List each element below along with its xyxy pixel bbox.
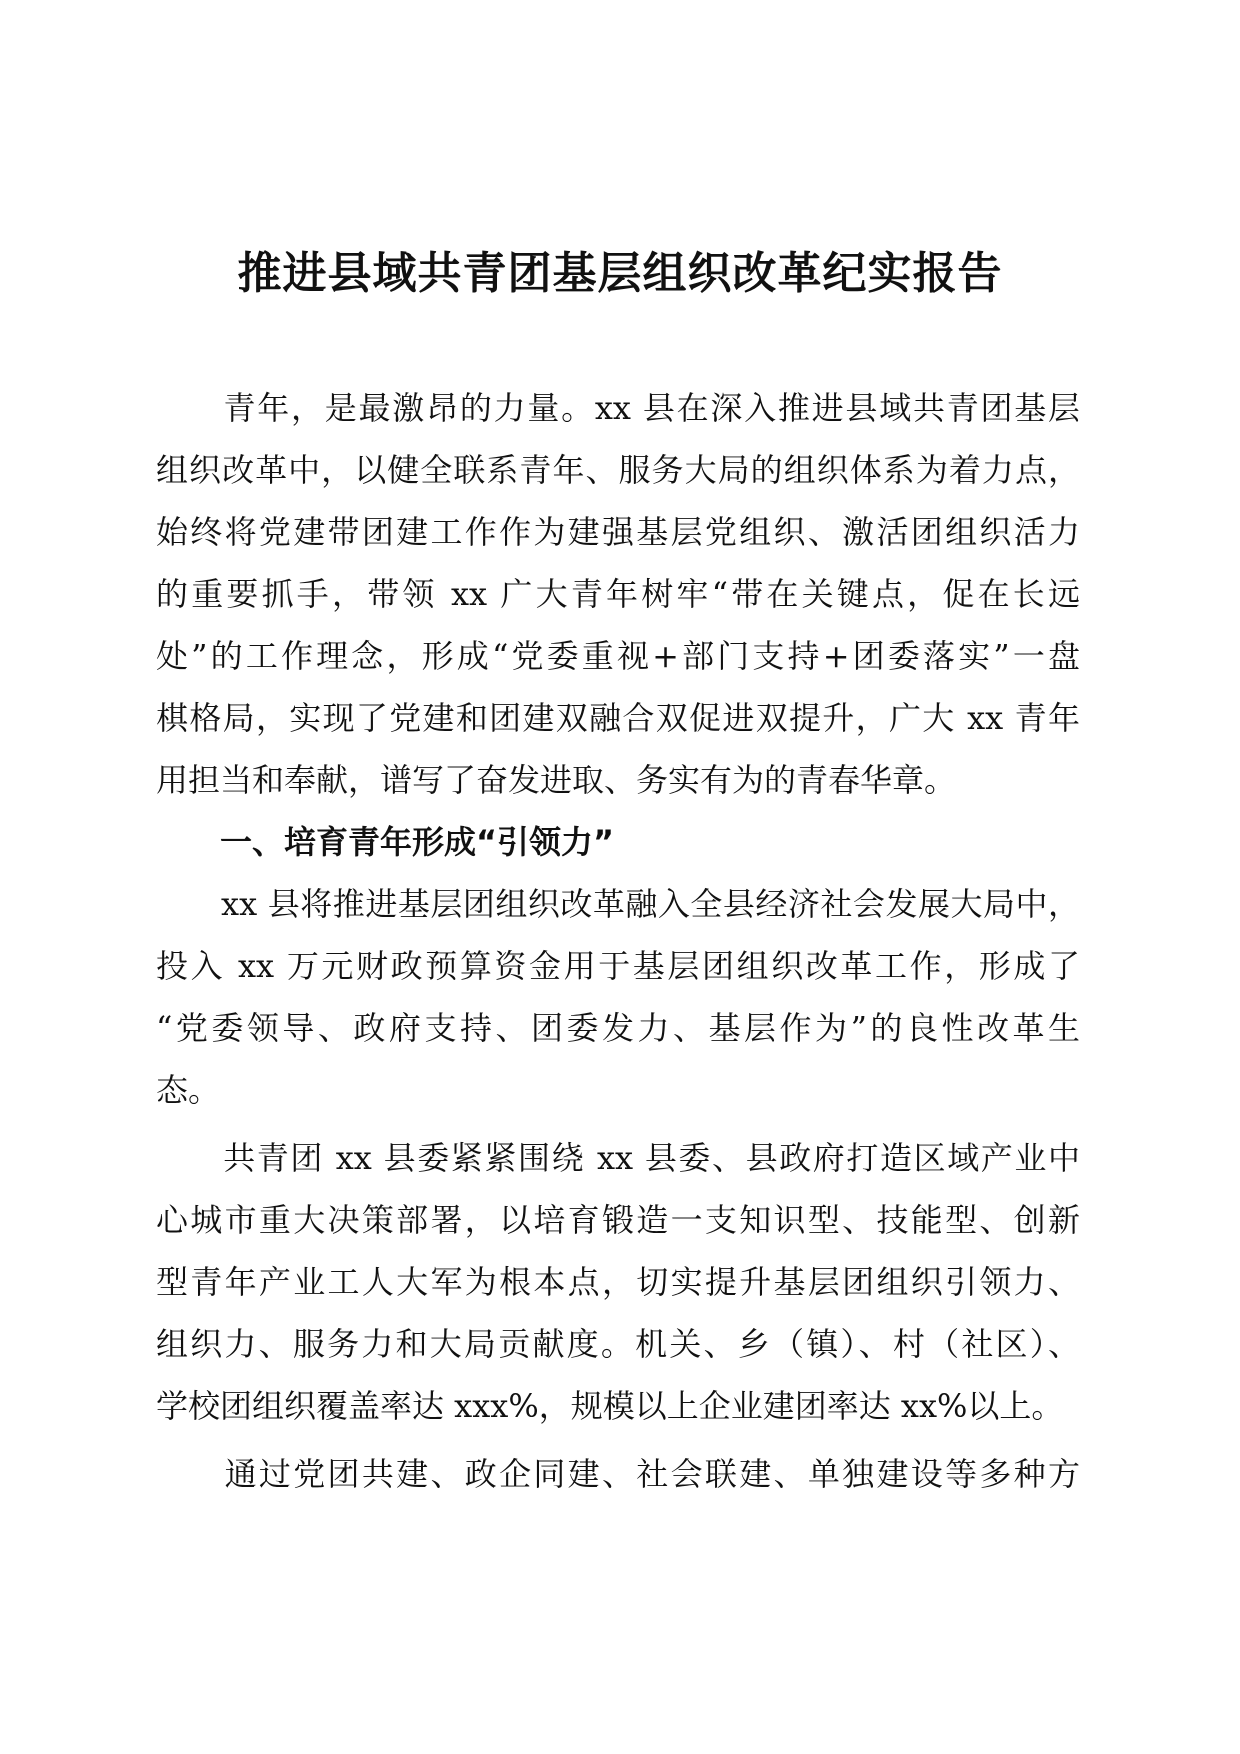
- paragraph-line: 处”的工作理念，形成“党委重视+部门支持+团委落实”一盘: [156, 637, 1080, 675]
- paragraph-line: 心城市重大决策部署，以培育锻造一支知识型、技能型、创新: [156, 1201, 1080, 1239]
- intro-paragraph: [156, 377, 1080, 811]
- paragraph-line: 共青团 xx 县委紧紧围绕 xx 县委、县政府打造区域产业中: [156, 1139, 1080, 1177]
- paragraph-line: 棋格局，实现了党建和团建双融合双促进双提升，广大 xx 青年: [156, 699, 1080, 737]
- section-paragraph: [156, 873, 1080, 1121]
- paragraph-line: xx 县将推进基层团组织改革融入全县经济社会发展大局中，: [156, 885, 1080, 923]
- paragraph-line: 青年，是最激昂的力量。xx 县在深入推进县域共青团基层: [156, 389, 1080, 427]
- paragraph-line: 型青年产业工人大军为根本点，切实提升基层团组织引领力、: [156, 1263, 1080, 1301]
- section-paragraph: [156, 1443, 1080, 1505]
- paragraph-line: 态。: [156, 1071, 221, 1109]
- paragraph-line: 始终将党建带团建工作作为建强基层党组织、激活团组织活力: [156, 513, 1080, 551]
- paragraph-line: 组织改革中，以健全联系青年、服务大局的组织体系为着力点，: [156, 451, 1080, 489]
- paragraph-line: 投入 xx 万元财政预算资金用于基层团组织改革工作，形成了: [156, 947, 1080, 985]
- paragraph-line: 的重要抓手，带领 xx 广大青年树牢“带在关键点，促在长远: [156, 575, 1080, 613]
- section-heading: 一、培育青年形成“引领力”: [220, 823, 615, 861]
- document-body: [156, 377, 1080, 1505]
- section-paragraph: [156, 1127, 1080, 1437]
- paragraph-line: “党委领导、政府支持、团委发力、基层作为”的良性改革生: [156, 1009, 1080, 1047]
- paragraph-line: 学校团组织覆盖率达 xxx%，规模以上企业建团率达 xx%以上。: [156, 1387, 1064, 1425]
- paragraph-line: 通过党团共建、政企同建、社会联建、单独建设等多种方: [156, 1455, 1080, 1493]
- document-title: 推进县域共青团基层组织改革纪实报告: [237, 248, 1003, 299]
- paragraph-line: 用担当和奉献，谱写了奋发进取、务实有为的青春华章。: [156, 761, 957, 799]
- paragraph-line: 组织力、服务力和大局贡献度。机关、乡（镇）、村（社区）、: [156, 1325, 1080, 1363]
